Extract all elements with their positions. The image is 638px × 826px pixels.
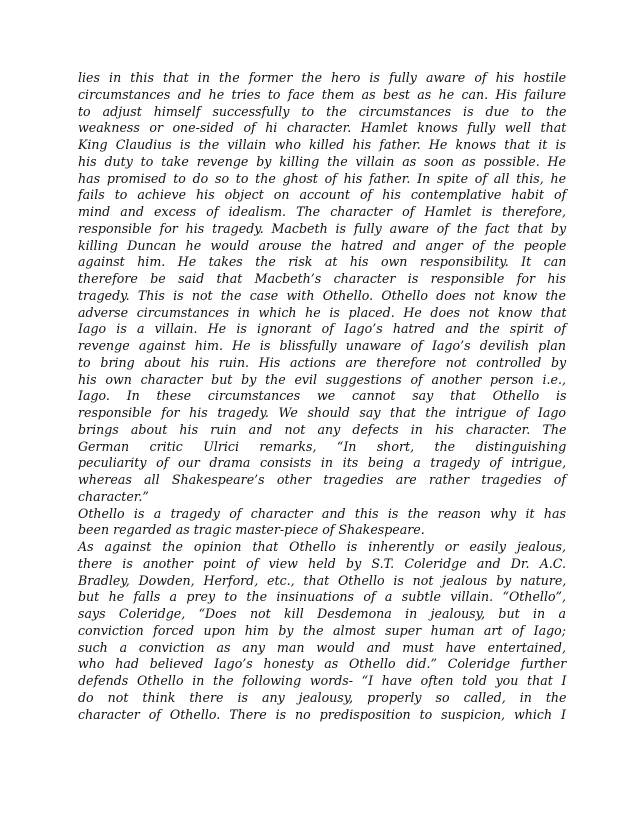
text-line: character of Othello. There is no predisposition to suspicion, which I	[78, 706, 566, 722]
text-line: adverse circumstances in which he is placed. He does not know that	[78, 304, 567, 320]
text-line: circumstances and he tries to face them as best as he can. His failure	[78, 86, 567, 102]
text-line: As against the opinion that Othello is inherently or easily jealous,	[78, 539, 567, 554]
text-line: whereas all Shakespeare’s other tragedies are rather tragedies of	[78, 472, 566, 487]
text-line: conviction forced upon him by the almost super human art of Iago;	[78, 622, 566, 638]
text-line: such a conviction as any man would and must have entertained,	[78, 639, 566, 655]
text-line: brings about his ruin and not any defects in his character. The	[78, 421, 567, 437]
text-line: King Claudius is the villain who killed his father. He knows that it is	[78, 137, 566, 152]
text-line: against him. He takes the risk at his own responsibility. It can	[78, 254, 567, 270]
text-line: German critic Ulrici remarks, “In short, the distinguishing	[78, 438, 567, 454]
text-line: tragedy. This is not the case with Othello. Othello does not know the	[78, 287, 566, 303]
text-line: been regarded as tragic master-piece of Shakespeare.	[78, 522, 425, 538]
text-line: but he falls a prey to the insinuations of a subtle villain. “Othello”,	[78, 589, 566, 605]
text-line: peculiarity of our drama consists in its being a tragedy of intrigue,	[78, 455, 567, 471]
text-line: there is another point of view held by S.T. Coleridge and Dr. A.C.	[78, 555, 566, 571]
text-line: weakness or one-sided of hi character. Hamlet knows fully well that	[78, 120, 567, 136]
text-line: to adjust himself successfully to the circumstances is due to the	[78, 103, 567, 119]
text-line: therefore be said that Macbeth’s character is responsible for his	[78, 271, 566, 286]
text-line: who had believed Iago’s honesty as Othello did.” Coleridge further	[78, 656, 567, 672]
text-line: lies in this that in the former the hero is fully aware of his hostile	[78, 70, 567, 85]
text-line: his own character but by the evil suggestions of another person i.e.,	[78, 371, 566, 387]
text-line: responsible for his tragedy. Macbeth is fully aware of the fact that by	[78, 220, 567, 236]
text-line: to bring about his ruin. His actions are therefore not controlled by	[78, 354, 567, 370]
text-line: his duty to take revenge by killing the villain as soon as possible. He	[78, 153, 566, 169]
text-line: killing Duncan he would arouse the hatred and anger of the people	[78, 237, 567, 253]
text-line: mind and excess of idealism. The character of Hamlet is therefore,	[78, 204, 566, 219]
text-line: do not think there is any jealousy, properly so called, in the	[78, 689, 567, 705]
text-line: Othello is a tragedy of character and this is the reason why it has	[78, 505, 566, 521]
text-line: says Coleridge, “Does not kill Desdemona in jealousy, but in a	[78, 606, 566, 621]
text-line: character.”	[78, 488, 149, 504]
text-line: Iago. In these circumstances we cannot say that Othello is	[78, 388, 567, 404]
text-line: revenge against him. He is blissfully unaware of Iago’s devilish plan	[78, 338, 566, 353]
text-line: has promised to do so to the ghost of his father. In spite of all this, he	[78, 170, 567, 186]
document-body	[78, 70, 566, 723]
text-line: Bradley, Dowden, Herford, etc., that Othello is not jealous by nature,	[78, 572, 567, 588]
text-line: responsible for his tragedy. We should say that the intrigue of Iago	[78, 405, 566, 420]
text-line: Iago is a villain. He is ignorant of Iago’s hatred and the spirit of	[78, 321, 566, 337]
text-line: defends Othello in the following words- “I have often told you that I	[78, 673, 567, 688]
text-line: fails to achieve his object on account of his contemplative habit of	[78, 187, 567, 203]
